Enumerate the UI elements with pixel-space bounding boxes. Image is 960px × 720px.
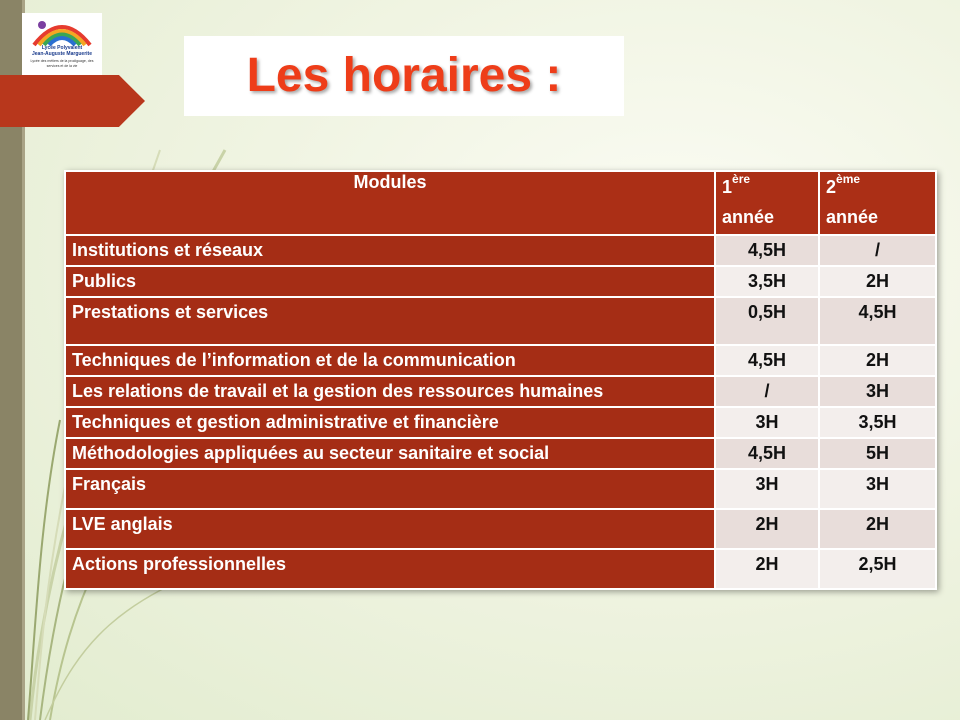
module-name-cell: Techniques de l’information et de la communication [65,345,715,376]
year1-hours-cell: 3,5H [715,266,819,297]
page-title: Les horaires : [246,49,562,102]
module-name-cell: Français [65,469,715,509]
table-header-row [65,171,936,235]
year1-column-header [715,171,819,235]
table-row [65,266,936,297]
year1-hours-cell: 3H [715,407,819,438]
year2-hours-cell: / [819,235,936,266]
year2-hours-cell: 4,5H [819,297,936,345]
year2-column-header [819,171,936,235]
year1-hours-cell: 4,5H [715,235,819,266]
year2-hours-cell: 2,5H [819,549,936,589]
table-row [65,509,936,549]
table-row [65,407,936,438]
school-logo [22,13,102,75]
rainbow-logo-icon [30,15,94,47]
year1-hours-cell: 3H [715,469,819,509]
year1-hours-cell: 0,5H [715,297,819,345]
schedule-table [64,170,937,590]
table-row [65,549,936,589]
module-name-cell: Méthodologies appliquées au secteur sanitaire et social [65,438,715,469]
logo-text-school-type: Lycée Polyvalent [41,45,83,51]
year1-hours-cell: 2H [715,549,819,589]
year2-hours-cell: 3,5H [819,407,936,438]
table-row [65,376,936,407]
year2-hours-cell: 5H [819,438,936,469]
year2-superscript: ème [836,172,861,186]
module-name-cell: Les relations de travail et la gestion des ressources humaines [65,376,715,407]
table-row [65,438,936,469]
year2-hours-cell: 3H [819,376,936,407]
year1-hours-cell: 4,5H [715,438,819,469]
module-name-cell: Publics [65,266,715,297]
module-name-cell: Actions professionnelles [65,549,715,589]
year1-hours-cell: / [715,376,819,407]
year2-hours-cell: 2H [819,345,936,376]
module-name-cell: Institutions et réseaux [65,235,715,266]
year2-hours-cell: 2H [819,509,936,549]
year1-hours-cell: 2H [715,509,819,549]
year2-hours-cell: 3H [819,469,936,509]
logo-text-tagline: Lycée des métiers de la prodiguage, des services et de la vie [30,59,94,68]
modules-column-header: Modules [65,171,715,235]
title-box [184,36,624,116]
year2-word: année [826,207,879,227]
year1-hours-cell: 4,5H [715,345,819,376]
table-row [65,469,936,509]
table-row [65,297,936,345]
year2-hours-cell: 2H [819,266,936,297]
header-arrow-tab [0,75,145,127]
table-row [65,345,936,376]
table-row [65,235,936,266]
logo-text-school-name: Jean-Auguste Marguerite [31,51,92,57]
year1-superscript: ère [732,172,751,186]
module-name-cell: LVE anglais [65,509,715,549]
module-name-cell: Techniques et gestion administrative et financière [65,407,715,438]
year2-number: 2 [826,177,837,197]
year1-number: 1 [722,177,733,197]
module-name-cell: Prestations et services [65,297,715,345]
year1-word: année [722,207,775,227]
